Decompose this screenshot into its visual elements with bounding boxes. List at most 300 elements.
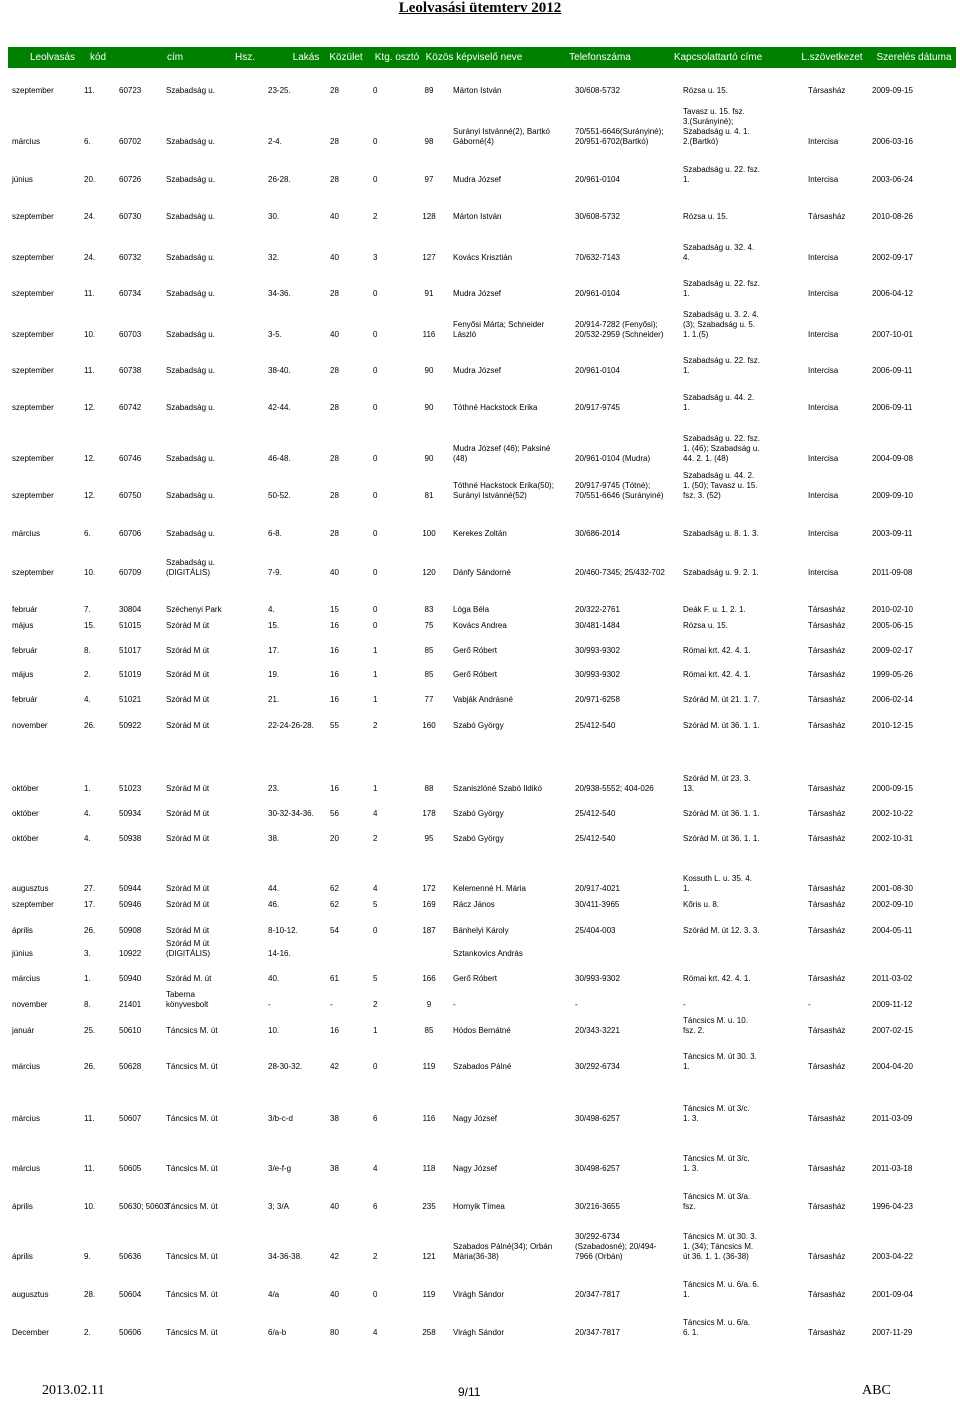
cell-house-number: 6/a-b	[268, 1328, 287, 1337]
cell-month: március	[12, 137, 41, 146]
cell-cost-divider: 169	[422, 900, 436, 909]
cell-representative: Gerő Róbert	[453, 646, 498, 655]
cell-representative: Szabados Pálné	[453, 1062, 512, 1071]
cell-house-number: 3/b-c-d	[268, 1114, 293, 1123]
cell-install-date: 1996-04-23	[872, 1202, 913, 1211]
cell-flats: 42	[330, 1062, 339, 1071]
cell-day: 28.	[84, 1290, 96, 1299]
cell-install-date: 2011-03-18	[872, 1164, 913, 1173]
cell-street: Szórád M út	[166, 784, 210, 793]
cell-month: augusztus	[12, 1290, 49, 1299]
cell-flats: 16	[330, 695, 339, 704]
cell-install-date: 2004-05-11	[872, 926, 913, 935]
cell-business: 0	[373, 175, 378, 184]
cell-representative: Tóthné Hackstock Erika(50); Surányi Istvánné(52)	[453, 481, 554, 500]
cell-business: 1	[373, 670, 378, 679]
cell-install-date: 2006-09-11	[872, 403, 913, 412]
cell-contact-address: Szórád M. út 36. 1. 1.	[683, 834, 760, 843]
cell-street: Szabadság u.	[166, 253, 215, 262]
cell-cost-divider: 172	[422, 884, 436, 893]
cell-code: 10922	[119, 949, 142, 958]
cell-cost-divider: 83	[424, 605, 434, 614]
cell-day: 11.	[84, 366, 95, 375]
cell-business: 0	[373, 366, 378, 375]
table-header	[8, 47, 956, 68]
cell-code: 60703	[119, 330, 142, 339]
cell-phone: 20/961-0104	[575, 366, 620, 375]
cell-phone: 30/498-6257	[575, 1164, 620, 1173]
cell-representative: Gerő Róbert	[453, 974, 498, 983]
cell-contact-address: Szabadság u. 22. fsz. 1.	[683, 165, 760, 184]
cell-street: Táncsics M. út	[166, 1328, 218, 1337]
cell-day: 8.	[84, 1000, 91, 1009]
cell-day: 7.	[84, 605, 91, 614]
cell-cost-divider: 119	[422, 1062, 436, 1071]
cell-house-number: 30-32-34-36.	[268, 809, 314, 818]
cell-street: Szabadság u.	[166, 212, 215, 221]
cell-phone: 20/343-3221	[575, 1026, 620, 1035]
cell-representative: Mudra József	[453, 366, 502, 375]
cell-month: szeptember	[12, 212, 54, 221]
cell-flats: 40	[330, 212, 339, 221]
cell-contact-address: Kőris u. 8.	[683, 900, 720, 909]
page-title: Leolvasási ütemterv 2012	[398, 0, 562, 16]
cell-cost-divider: 98	[424, 137, 434, 146]
cell-install-date: 1999-05-26	[872, 670, 913, 679]
cell-month: szeptember	[12, 253, 54, 262]
cell-cooperative: Társasház	[808, 1252, 846, 1261]
cell-representative: Virágh Sándor	[453, 1328, 504, 1337]
cell-cooperative: Intercisa	[808, 137, 839, 146]
cell-cooperative: Intercisa	[808, 403, 839, 412]
cell-house-number: 23.	[268, 784, 280, 793]
cell-month: május	[12, 670, 34, 679]
cell-street: Táncsics M. út	[166, 1164, 218, 1173]
cell-business: 4	[373, 809, 378, 818]
cell-business: 1	[373, 784, 378, 793]
cell-house-number: 7-9.	[268, 568, 282, 577]
cell-business: 0	[373, 621, 378, 630]
cell-day: 6.	[84, 137, 91, 146]
cell-contact-address: Táncsics M. u. 10. fsz. 2.	[683, 1016, 748, 1035]
cell-street: Szabadság u.	[166, 454, 215, 463]
cell-street: Szórád M út	[166, 695, 210, 704]
cell-month: október	[12, 784, 39, 793]
cell-code: 60732	[119, 253, 142, 262]
cell-contact-address: Rózsa u. 15.	[683, 212, 728, 221]
cell-phone: 30/993-9302	[575, 646, 620, 655]
cell-flats: 20	[330, 834, 339, 843]
cell-house-number: 21.	[268, 695, 280, 704]
cell-cooperative: Társasház	[808, 784, 846, 793]
cell-cooperative: Társasház	[808, 809, 846, 818]
cell-flats: 28	[330, 366, 339, 375]
cell-house-number: 17.	[268, 646, 280, 655]
cell-cooperative: Intercisa	[808, 289, 839, 298]
cell-phone: 20/460-7345; 25/432-702	[575, 568, 665, 577]
cell-month: március	[12, 1114, 41, 1123]
cell-representative: -	[453, 1000, 456, 1009]
cell-month: március	[12, 1062, 41, 1071]
cell-cost-divider: 116	[422, 330, 436, 339]
cell-representative: Tóthné Hackstock Erika	[453, 403, 538, 412]
cell-representative: Rácz János	[453, 900, 495, 909]
cell-install-date: 2006-04-12	[872, 289, 913, 298]
cell-cost-divider: 187	[422, 926, 436, 935]
cell-cooperative: Társasház	[808, 1290, 846, 1299]
cell-day: 17.	[84, 900, 96, 909]
cell-cooperative: Társasház	[808, 1026, 846, 1035]
cell-flats: 16	[330, 621, 339, 630]
cell-install-date: 2007-02-15	[872, 1026, 913, 1035]
cell-representative: Kerekes Zoltán	[453, 529, 507, 538]
cell-cooperative: Intercisa	[808, 568, 839, 577]
cell-cost-divider: 160	[422, 721, 436, 730]
cell-phone: 30/216-3655	[575, 1202, 620, 1211]
cell-month: március	[12, 1164, 41, 1173]
cell-representative: Bánhelyi Károly	[453, 926, 509, 935]
cell-house-number: 14-16.	[268, 949, 291, 958]
cell-code: 51015	[119, 621, 142, 630]
cell-representative: Kovács Krisztián	[453, 253, 513, 262]
cell-code: 60734	[119, 289, 142, 298]
cell-cost-divider: 235	[422, 1202, 436, 1211]
cell-business: 0	[373, 289, 378, 298]
cell-cost-divider: 85	[424, 646, 434, 655]
cell-contact-address: Szabadság u. 8. 1. 3.	[683, 529, 759, 538]
cell-house-number: 50-52.	[268, 491, 291, 500]
cell-install-date: 2010-08-26	[872, 212, 913, 221]
cell-house-number: 34-36.	[268, 289, 291, 298]
cell-contact-address: Szórád M. út 21. 1. 7.	[683, 695, 760, 704]
cell-contact-address: Szabadság u. 22. fsz. 1. (46); Szabadság u. 44. 2. 1. (48)	[683, 434, 760, 463]
cell-street: Szabadság u.	[166, 403, 215, 412]
cell-code: 50946	[119, 900, 142, 909]
cell-house-number: 38-40.	[268, 366, 291, 375]
cell-flats: 40	[330, 1202, 339, 1211]
cell-day: 10.	[84, 568, 96, 577]
cell-contact-address: Táncsics M. út 3/a. fsz.	[683, 1192, 751, 1211]
cell-flats: 55	[330, 721, 339, 730]
cell-flats: 38	[330, 1114, 339, 1123]
cell-flats: 62	[330, 884, 339, 893]
cell-phone: 20/971-6258	[575, 695, 620, 704]
cell-code: 50604	[119, 1290, 142, 1299]
cell-phone: 25/412-540	[575, 809, 616, 818]
cell-cooperative: Társasház	[808, 605, 846, 614]
header-cell: Közös képviselő neve	[425, 52, 523, 63]
cell-street: Szabadság u. (DIGITÁLIS)	[166, 558, 215, 577]
cell-street: Táncsics M. út	[166, 1252, 218, 1261]
cell-representative: Sztankovics András	[453, 949, 523, 958]
cell-house-number: 40.	[268, 974, 280, 983]
cell-code: 50934	[119, 809, 142, 818]
cell-cooperative: Intercisa	[808, 454, 839, 463]
cell-flats: 16	[330, 670, 339, 679]
cell-install-date: 2010-02-10	[872, 605, 913, 614]
cell-day: 20.	[84, 175, 96, 184]
cell-representative: Mudra József (46); Paksiné (48)	[453, 444, 551, 463]
cell-code: 60702	[119, 137, 142, 146]
header-cell: Ktg. osztó	[374, 52, 420, 63]
cell-contact-address: Római krt. 42. 4. 1.	[683, 670, 751, 679]
cell-flats: 56	[330, 809, 339, 818]
cell-code: 51017	[119, 646, 142, 655]
cell-business: 3	[373, 253, 378, 262]
cell-day: 26.	[84, 926, 96, 935]
cell-month: január	[12, 1026, 35, 1035]
cell-business: 0	[373, 926, 378, 935]
cell-month: szeptember	[12, 568, 54, 577]
cell-phone: 30/481-1484	[575, 621, 620, 630]
cell-install-date: 2006-09-11	[872, 366, 913, 375]
cell-install-date: 2002-09-17	[872, 253, 913, 262]
cell-contact-address: Deák F. u. 1. 2. 1.	[683, 605, 746, 614]
cell-business: 1	[373, 646, 378, 655]
cell-cost-divider: 90	[424, 403, 434, 412]
cell-phone: 20/917-9745	[575, 403, 620, 412]
cell-day: 2.	[84, 1328, 91, 1337]
cell-install-date: 2011-03-02	[872, 974, 913, 983]
cell-install-date: 2009-09-15	[872, 86, 913, 95]
cell-cooperative: Társasház	[808, 1202, 846, 1211]
cell-phone: 20/917-4021	[575, 884, 620, 893]
cell-cooperative: Társasház	[808, 884, 846, 893]
cell-contact-address: Szabadság u. 9. 2. 1.	[683, 568, 759, 577]
cell-cost-divider: 258	[422, 1328, 436, 1337]
cell-representative: Gerő Róbert	[453, 670, 498, 679]
cell-code: 50630; 50603	[119, 1202, 168, 1211]
cell-contact-address: Szabadság u. 32. 4. 4.	[683, 243, 755, 262]
cell-day: 4.	[84, 695, 91, 704]
header-cell: L.szövetkezet	[801, 52, 863, 63]
cell-day: 11.	[84, 1164, 95, 1173]
cell-install-date: 2003-04-22	[872, 1252, 913, 1261]
cell-month: november	[12, 721, 48, 730]
cell-phone: 70/632-7143	[575, 253, 620, 262]
cell-business: 0	[373, 86, 378, 95]
cell-day: 15.	[84, 621, 96, 630]
header-cell: Hsz.	[235, 52, 255, 63]
cell-day: 11.	[84, 289, 95, 298]
cell-contact-address: Tavasz u. 15. fsz. 3.(Surányiné); Szabadság u. 4. 1. 2.(Bartkó)	[683, 107, 750, 146]
cell-cooperative: Társasház	[808, 926, 846, 935]
cell-install-date: 2006-03-16	[872, 137, 913, 146]
cell-business: 6	[373, 1114, 378, 1123]
cell-street: Szórád M út	[166, 621, 210, 630]
cell-month: április	[12, 1252, 33, 1261]
cell-install-date: 2000-09-15	[872, 784, 913, 793]
cell-representative: Mudra József	[453, 289, 502, 298]
cell-cooperative: Társasház	[808, 695, 846, 704]
cell-install-date: 2001-09-04	[872, 1290, 913, 1299]
cell-representative: Virágh Sándor	[453, 1290, 504, 1299]
cell-cost-divider: 121	[422, 1252, 436, 1261]
cell-month: szeptember	[12, 900, 54, 909]
cell-cooperative: Társasház	[808, 212, 846, 221]
cell-flats: 61	[330, 974, 339, 983]
cell-street: Szórád M út	[166, 721, 210, 730]
cell-business: 0	[373, 330, 378, 339]
cell-street: Szabadság u.	[166, 330, 215, 339]
cell-phone: 20/961-0104	[575, 175, 620, 184]
cell-code: 51023	[119, 784, 142, 793]
cell-cooperative: Társasház	[808, 974, 846, 983]
cell-day: 11.	[84, 1114, 95, 1123]
cell-day: 12.	[84, 403, 96, 412]
cell-cooperative: Társasház	[808, 1164, 846, 1173]
cell-house-number: 23-25.	[268, 86, 291, 95]
cell-code: 50606	[119, 1328, 142, 1337]
cell-flats: 62	[330, 900, 339, 909]
cell-business: 2	[373, 721, 378, 730]
cell-street: Szabadság u.	[166, 289, 215, 298]
cell-day: 10.	[84, 1202, 96, 1211]
cell-house-number: 6-8.	[268, 529, 282, 538]
cell-cooperative: -	[808, 1000, 811, 1009]
cell-day: 12.	[84, 454, 96, 463]
cell-phone: 20/961-0104 (Mudra)	[575, 454, 651, 463]
cell-cost-divider: 90	[424, 366, 434, 375]
cell-business: 0	[373, 568, 378, 577]
cell-representative: Kovács Andrea	[453, 621, 507, 630]
cell-contact-address: Szabadság u. 22. fsz. 1.	[683, 356, 760, 375]
cell-contact-address: Szórád M. út 36. 1. 1.	[683, 721, 760, 730]
cell-code: 50628	[119, 1062, 142, 1071]
cell-phone: 30/993-9302	[575, 974, 620, 983]
cell-code: 51021	[119, 695, 142, 704]
cell-day: 25.	[84, 1026, 96, 1035]
cell-street: Szórád M út	[166, 809, 210, 818]
cell-business: 2	[373, 1252, 378, 1261]
cell-day: 10.	[84, 330, 96, 339]
cell-code: 50610	[119, 1026, 142, 1035]
header-cell: Kapcsolattartó címe	[673, 52, 763, 63]
cell-flats: 28	[330, 491, 339, 500]
cell-cost-divider: 128	[422, 212, 436, 221]
cell-house-number: 4.	[268, 605, 275, 614]
cell-phone: 30/292-6734 (Szabadosné); 20/494- 7966 (Orbán)	[575, 1232, 657, 1261]
cell-street: Szabadság u.	[166, 137, 215, 146]
cell-install-date: 2004-09-08	[872, 454, 913, 463]
cell-code: 60726	[119, 175, 142, 184]
cell-street: Szórád M út	[166, 670, 210, 679]
cell-house-number: 3/e-f-g	[268, 1164, 292, 1173]
cell-flats: 54	[330, 926, 339, 935]
cell-representative: Nagy József	[453, 1114, 498, 1123]
cell-street: Táncsics M. út	[166, 1062, 218, 1071]
cell-month: június	[12, 949, 33, 958]
cell-street: Szabadság u.	[166, 491, 215, 500]
cell-house-number: 44.	[268, 884, 280, 893]
cell-code: 60709	[119, 568, 142, 577]
cell-install-date: 2002-10-22	[872, 809, 913, 818]
cell-contact-address: Kossuth L. u. 35. 4. 1.	[683, 874, 752, 893]
cell-phone: 30/993-9302	[575, 670, 620, 679]
cell-representative: Márton István	[453, 86, 502, 95]
cell-house-number: 42-44.	[268, 403, 291, 412]
cell-representative: Mudra József	[453, 175, 502, 184]
cell-month: szeptember	[12, 86, 54, 95]
cell-house-number: 8-10-12.	[268, 926, 298, 935]
cell-business: 0	[373, 1062, 378, 1071]
cell-day: 8.	[84, 646, 91, 655]
cell-street: Szórád M út	[166, 834, 210, 843]
cell-cost-divider: 75	[424, 621, 434, 630]
cell-representative: Hornyik Tímea	[453, 1202, 505, 1211]
cell-month: október	[12, 809, 39, 818]
cell-install-date: 2011-09-08	[872, 568, 913, 577]
cell-month: február	[12, 646, 38, 655]
cell-business: 5	[373, 900, 378, 909]
cell-street: Szórád M út	[166, 926, 210, 935]
cell-flats: 16	[330, 1026, 339, 1035]
cell-phone: 20/917-9745 (Tótné); 70/551-6646 (Surányiné)	[575, 481, 664, 500]
cell-month: December	[12, 1328, 49, 1337]
cell-contact-address: Táncsics M. út 30. 3. 1.	[683, 1052, 757, 1071]
cell-month: szeptember	[12, 366, 54, 375]
cell-cooperative: Intercisa	[808, 491, 839, 500]
cell-cost-divider: 127	[422, 253, 436, 262]
cell-code: 60706	[119, 529, 142, 538]
cell-house-number: 28-30-32.	[268, 1062, 303, 1071]
cell-flats: 38	[330, 1164, 339, 1173]
cell-contact-address: Rózsa u. 15.	[683, 86, 728, 95]
cell-street: Szórád M. út	[166, 974, 212, 983]
cell-phone: 30/411-3965	[575, 900, 620, 909]
cell-flats: 80	[330, 1328, 339, 1337]
cell-street: Szórád M út	[166, 884, 210, 893]
cell-representative: Vabják Andrásné	[453, 695, 513, 704]
cell-month: szeptember	[12, 330, 54, 339]
cell-code: 50922	[119, 721, 142, 730]
cell-flats: 28	[330, 529, 339, 538]
cell-install-date: 2003-09-11	[872, 529, 913, 538]
cell-install-date: 2009-09-10	[872, 491, 913, 500]
cell-code: 50938	[119, 834, 142, 843]
cell-code: 50636	[119, 1252, 142, 1261]
cell-house-number: 34-36-38.	[268, 1252, 303, 1261]
cell-business: 1	[373, 695, 378, 704]
cell-cost-divider: 178	[422, 809, 436, 818]
cell-house-number: 4/a	[268, 1290, 280, 1299]
cell-day: 12.	[84, 491, 96, 500]
cell-house-number: 46.	[268, 900, 280, 909]
cell-day: 26.	[84, 1062, 96, 1071]
cell-cooperative: Társasház	[808, 86, 846, 95]
cell-code: 60746	[119, 454, 142, 463]
cell-representative: Lóga Béla	[453, 605, 490, 614]
header-cell: Közület	[329, 52, 363, 63]
cell-cooperative: Társasház	[808, 1114, 846, 1123]
cell-phone: 25/412-540	[575, 721, 616, 730]
cell-cooperative: Társasház	[808, 1328, 846, 1337]
cell-street: Szabadság u.	[166, 86, 215, 95]
cell-contact-address: Táncsics M. út 3/c. 1. 3.	[683, 1104, 750, 1123]
cell-cost-divider: 89	[424, 86, 434, 95]
header-cell: Lakás	[292, 52, 320, 63]
cell-street: Táncsics M. út	[166, 1290, 218, 1299]
cell-flats: 16	[330, 784, 339, 793]
cell-flats: 40	[330, 1290, 339, 1299]
cell-cooperative: Intercisa	[808, 330, 839, 339]
cell-cost-divider: 100	[422, 529, 436, 538]
cell-day: 24.	[84, 212, 96, 221]
cell-flats: 42	[330, 1252, 339, 1261]
cell-house-number: 3; 3/A	[268, 1202, 289, 1211]
cell-contact-address: Szórád M. út 12. 3. 3.	[683, 926, 760, 935]
header-cell: Szerelés dátuma	[876, 52, 952, 63]
